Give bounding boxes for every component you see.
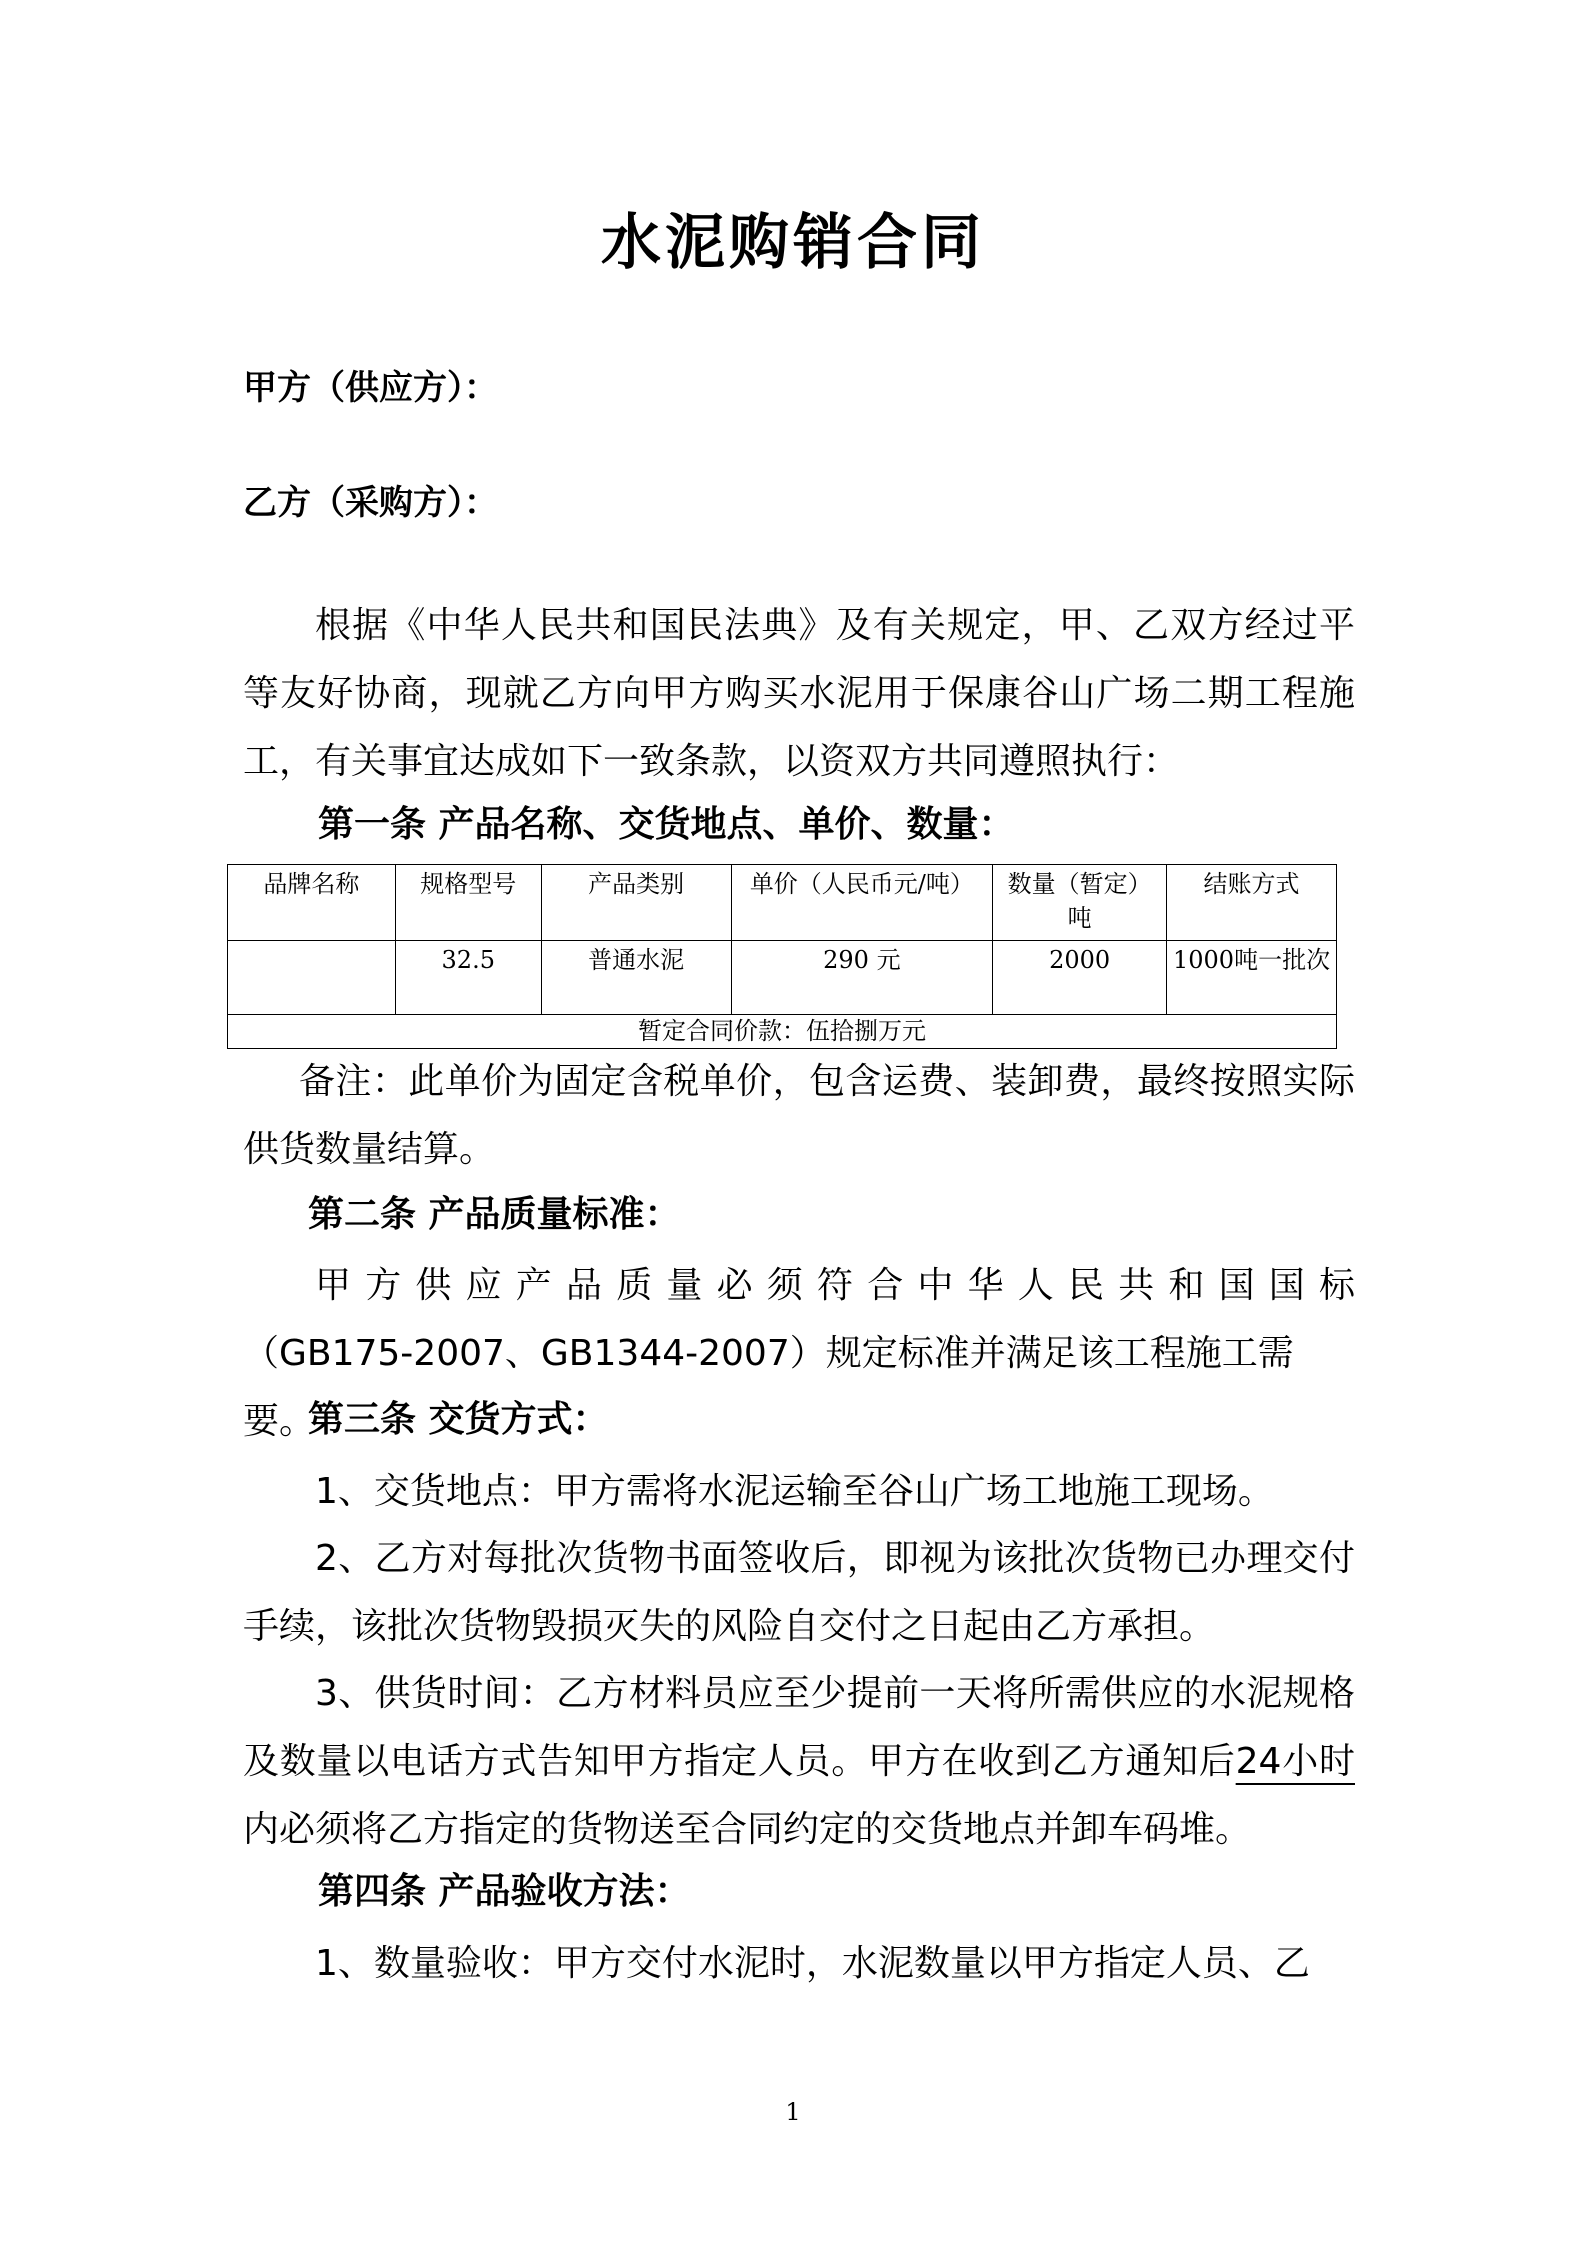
cell-settlement: 1000吨一批次 — [1167, 941, 1337, 1015]
document-title: 水泥购销合同 — [601, 208, 985, 278]
product-table — [227, 864, 1337, 1049]
cell-quantity: 2000 — [993, 941, 1167, 1015]
party-a-label: 甲方（供应方）： — [243, 368, 498, 408]
header-spec: 规格型号 — [395, 865, 541, 941]
article1-note: 备注：此单价为固定含税单价，包含运费、装卸费，最终按照实际供货数量结算。 — [243, 1061, 1355, 1170]
cell-category: 普通水泥 — [541, 941, 731, 1015]
header-quantity: 数量（暂定）吨 — [993, 865, 1167, 941]
table-total-row — [228, 1015, 1337, 1049]
header-settlement: 结账方式 — [1167, 865, 1337, 941]
article3-item3-text-a: 3、供货时间：乙方材料员应至少提前一天将所需供应的水泥规格及数量以电话方式告知甲方指定人员。甲方在收到乙方通知后 — [243, 1673, 1355, 1782]
article4-item1: 1、数量验收：甲方交付水泥时，水泥数量以甲方指定人员、乙 — [315, 1943, 1310, 1984]
table-row — [228, 941, 1337, 1015]
article2-heading: 第二条 产品质量标准： — [308, 1194, 681, 1235]
article2-line1: 甲方供应产品质量必须符合中华人民共和国国标 — [315, 1265, 1355, 1306]
cell-unit-price: 290 元 — [731, 941, 993, 1015]
article3-item1: 1、交货地点：甲方需将水泥运输至谷山广场工地施工现场。 — [315, 1471, 1274, 1512]
preamble-paragraph: 根据《中华人民共和国民法典》及有关规定，甲、乙双方经过平等友好协商，现就乙方向甲方购买水泥用于保康谷山广场二期工程施工，有关事宜达成如下一致条款，以资双方共同遵照执行： — [243, 605, 1355, 782]
article1-heading: 第一条 产品名称、交货地点、单价、数量： — [318, 804, 1015, 845]
party-b-label: 乙方（采购方）： — [243, 483, 498, 523]
article2-line2: （GB175-2007、GB1344-2007）规定标准并满足该工程施工需要。 — [243, 1333, 1294, 1442]
cell-contract-total: 暂定合同价款：伍拾捌万元 — [228, 1015, 1337, 1049]
article3-heading: 第三条 交货方式： — [308, 1399, 609, 1440]
page-number: 1 — [785, 2098, 801, 2126]
header-unit-price: 单价（人民币元/吨） — [731, 865, 993, 941]
table-header-row — [228, 865, 1337, 941]
cell-brand — [228, 941, 396, 1015]
article3-item3-underlined: 24小时 — [1235, 1741, 1355, 1782]
header-brand: 品牌名称 — [228, 865, 396, 941]
article4-heading: 第四条 产品验收方法： — [318, 1871, 691, 1912]
article3-item3-text-b: 内必须将乙方指定的货物送至合同约定的交货地点并卸车码堆。 — [243, 1809, 1252, 1850]
header-category: 产品类别 — [541, 865, 731, 941]
article3-item3 — [243, 1660, 1355, 1864]
cell-spec: 32.5 — [395, 941, 541, 1015]
article3-item2: 2、乙方对每批次货物书面签收后，即视为该批次货物已办理交付手续，该批次货物毁损灭失的风险自交付之日起由乙方承担。 — [243, 1538, 1355, 1647]
